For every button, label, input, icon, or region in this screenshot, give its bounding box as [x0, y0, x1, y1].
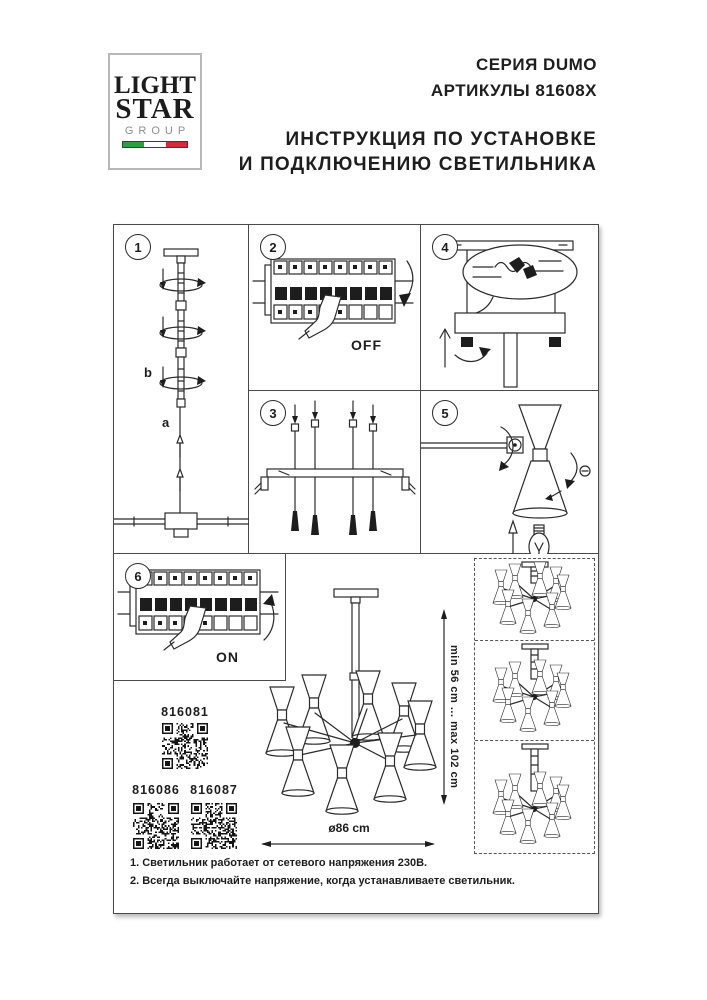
qr-code-816086 — [133, 803, 179, 849]
diameter-dimension-arrow — [259, 837, 437, 851]
safety-notes — [130, 855, 560, 890]
note-2: 2. Всегда выключайте напряжение, когда устанавливаете светильник. — [130, 874, 515, 887]
lightstar-logo — [108, 53, 202, 170]
step-1-panel — [114, 225, 249, 554]
step-3-badge: 3 — [260, 400, 286, 426]
variant-medium-rod-diagram — [475, 641, 594, 739]
article-number-816081: 816081 — [161, 705, 209, 719]
label-b: b — [144, 365, 152, 380]
variant-short-rod — [475, 559, 594, 641]
height-variants-column — [474, 558, 595, 854]
step-1-badge: 1 — [125, 234, 151, 260]
flag-green — [123, 142, 144, 147]
step-4-panel — [421, 225, 598, 391]
chandelier-overview-diagram — [254, 587, 454, 847]
flag-white — [144, 142, 165, 147]
step-2-panel — [249, 225, 421, 391]
articles-title: АРТИКУЛЫ 81608X — [430, 81, 597, 101]
article-number-816086: 816086 — [132, 783, 180, 797]
italian-flag-stripe — [122, 141, 188, 148]
label-a: a — [162, 415, 170, 430]
qr-code-816087 — [191, 803, 237, 849]
step-5-panel — [421, 391, 598, 554]
variant-short-rod-diagram — [475, 559, 594, 639]
step-3-panel — [249, 391, 421, 554]
qr-code-816081 — [162, 723, 208, 769]
step-2-badge: 2 — [260, 234, 286, 260]
variant-long-rod — [475, 741, 594, 853]
flag-red — [166, 142, 187, 147]
step-4-badge: 4 — [432, 234, 458, 260]
off-label: OFF — [351, 337, 382, 353]
logo-word-light: LIGHT — [114, 71, 196, 99]
height-dimension-label: min 56 cm ... max 102 cm — [448, 645, 460, 789]
note-1: 1. Светильник работает от сетевого напряжения 230В. — [130, 857, 428, 869]
step-5-badge: 5 — [432, 400, 458, 426]
step-6-badge: 6 — [125, 563, 151, 589]
diameter-dimension-label: ø86 cm — [328, 821, 370, 835]
series-title: СЕРИЯ DUMO — [475, 55, 597, 74]
instruction-grid — [113, 224, 599, 914]
logo-word-star: STAR — [115, 93, 195, 126]
variant-long-rod-diagram — [475, 741, 594, 853]
logo-word-group: GROUP — [124, 125, 191, 138]
instruction-title-line2: И ПОДКЛЮЧЕНИЮ СВЕТИЛЬНИКА — [238, 154, 597, 176]
step-1-diagram-rod-assembly — [114, 225, 249, 554]
instruction-title-line1: ИНСТРУКЦИЯ ПО УСТАНОВКЕ — [285, 128, 597, 150]
on-label: ON — [216, 649, 239, 665]
variant-medium-rod — [475, 641, 594, 741]
header-titles — [239, 52, 597, 178]
article-number-816087: 816087 — [190, 783, 238, 797]
